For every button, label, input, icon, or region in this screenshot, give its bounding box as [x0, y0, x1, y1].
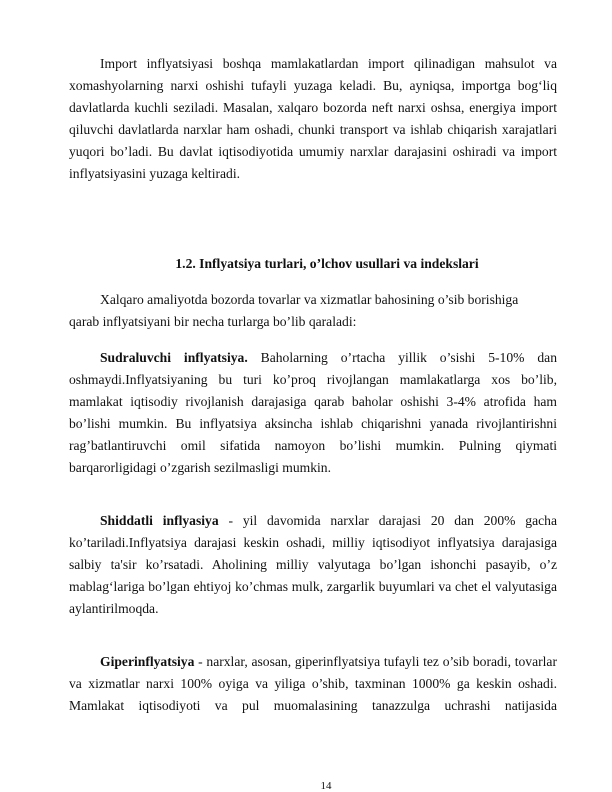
paragraph-import-inflation	[69, 53, 557, 186]
paragraph-import-inflation-text: Import inflyatsiyasi boshqa mamlakatlardan import qilinadigan mahsulot va xomashyolarning narxi oshishi tufayli yuzaga keladi. Bu, ayniqsa, importga bog‘liq davlatlarda kuchli seziladi. Masalan, xalqaro bozorda neft narxi oshsa, energiya import qiluvchi davlatlarda narxlar ham oshadi, chunki transport va ishlab chiqarish xarajatlari yuqori bo’ladi. Bu davlat iqtisodiyotida umumiy narxlar darajasini oshiradi va import inflyatsiyasini yuzaga keltiradi.	[69, 56, 557, 182]
term-galloping-inflation: Shiddatli inflyasiya	[100, 513, 219, 528]
intro-line-1: Xalqaro amaliyotda bozorda tovarlar va xizmatlar bahosining o’sib borishiga	[100, 292, 519, 307]
intro-line-2: qarab inflyatsiyani bir necha turlarga bo’lib qaraladi:	[69, 314, 357, 329]
section-heading: 1.2. Inflyatsiya turlari, o’lchov usullari va indekslari	[175, 256, 479, 271]
hyperinflation-text: - narxlar, asosan, giperinflyatsiya tufayli tez o’sib boradi, tovarlar va xizmatlar narxi 100% oyiga va yiliga o’shib, taxminan 1000% ga keskin oshadi. Mamlakat iqtisodiyoti va pul muomalasining tanazzulga uchrashi natijasida	[69, 654, 557, 714]
paragraph-hyperinflation	[69, 651, 557, 717]
paragraph-galloping-inflation	[69, 510, 557, 620]
galloping-inflation-text: - yil davomida narxlar darajasi 20 dan 200% gacha ko’tariladi.Inflyatsiya darajasi keskin oshadi, milliy iqtisodiyot inflyatsiya darajasiga salbiy ta'sir ko’rsatadi. Aholining milliy valyutaga bo’lgan ishonchi pasayib, o’z mablag‘lariga bo’lgan ehtiyoj ko’chmas mulk, zargarlik buyumlari va chet el valyutasiga aylantirilmoqda.	[69, 513, 557, 617]
page-number: 14	[320, 780, 332, 792]
term-creeping-inflation: Sudraluvchi inflyatsiya.	[100, 350, 248, 365]
paragraph-creeping-inflation	[69, 347, 557, 480]
creeping-inflation-text: Baholarning o’rtacha yillik o’sishi 5-10% dan oshmaydi.Inflyatsiyaning bu turi ko’proq rivojlangan mamlakatlarga xos bo’lib, mamlakat iqtisodiy rivojlanish darajasiga qarab baholar oshishi 3-4% atrofida ham bo’lishi mumkin. Bu inflyatsiya aksincha ishlab chiqarishni yanada rivojlantirishni rag’batlantiruvchi omil sifatida namoyon bo’lishi mumkin. Pulning qiymati barqarorligidagi o’zgarish sezilmasligi mumkin.	[69, 350, 557, 476]
term-hyperinflation: Giperinflyatsiya	[100, 654, 195, 669]
